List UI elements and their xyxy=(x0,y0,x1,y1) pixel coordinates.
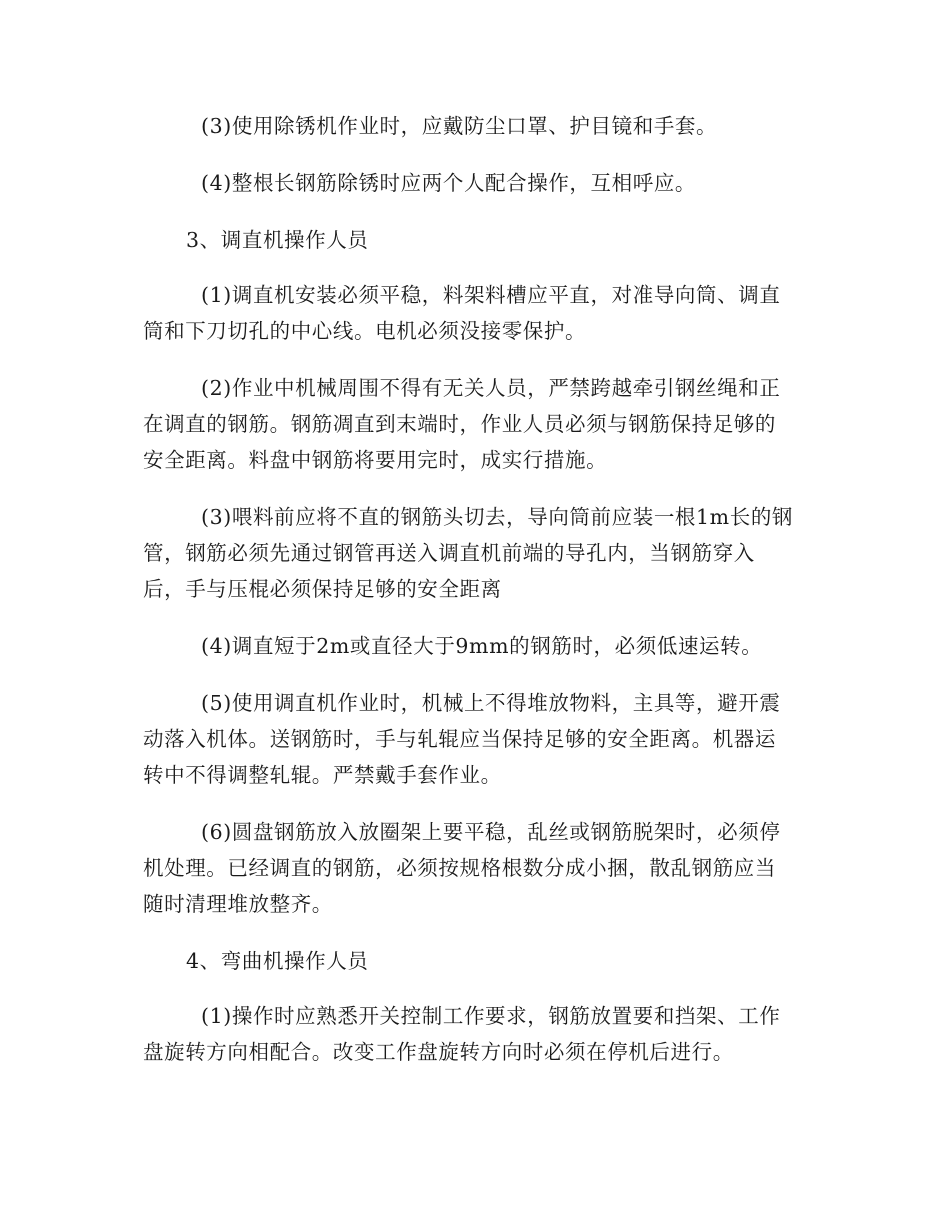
text-line: 管，钢筋必须先通过钢管再送入调直机前端的导孔内，当钢筋穿入 xyxy=(143,541,755,565)
text-line: (6)圆盘钢筋放入放圈架上要平稳，乱丝或钢筋脱架时，必须停 xyxy=(201,820,781,844)
text-line: (5)使用调直机作业时，机械上不得堆放物料，主具等，避开震 xyxy=(201,691,781,715)
paragraph xyxy=(143,998,808,1070)
text-line: (4)整根长钢筋除锈时应两个人配合操作，互相呼应。 xyxy=(201,171,697,195)
text-line: 盘旋转方向相配合。改变工作盘旋转方向时必须在停机后进行。 xyxy=(143,1040,734,1064)
text-line: 3、调直机操作人员 xyxy=(186,228,369,252)
paragraph xyxy=(143,108,808,144)
text-line: 机处理。已经调直的钢筋，必须按规格根数分成小捆，散乱钢筋应当 xyxy=(143,856,776,880)
paragraph xyxy=(143,685,808,793)
paragraph xyxy=(143,277,808,349)
text-line: 动落入机体。送钢筋时，手与轧辊应当保持足够的安全距离。机器运 xyxy=(143,727,776,751)
text-line: (2)作业中机械周围不得有无关人员，严禁跨越牵引钢丝绳和正 xyxy=(201,376,781,400)
section-heading xyxy=(143,222,808,258)
text-line: 筒和下刀切孔的中心线。电机必须没接零保护。 xyxy=(143,319,587,343)
text-line: (3)喂料前应将不直的钢筋头切去，导向筒前应装一根1m长的钢 xyxy=(201,505,794,529)
text-line: 后，手与压棍必须保持足够的安全距离 xyxy=(143,577,502,601)
paragraph xyxy=(143,499,808,607)
paragraph xyxy=(143,814,808,922)
section-heading xyxy=(143,943,808,979)
text-line: 随时清理堆放整齐。 xyxy=(143,892,333,916)
text-line: 4、弯曲机操作人员 xyxy=(186,949,369,973)
paragraph xyxy=(143,165,808,201)
text-line: (3)使用除锈机作业时，应戴防尘口罩、护目镜和手套。 xyxy=(201,114,718,138)
document-page xyxy=(143,108,808,1091)
text-line: (1)操作时应熟悉开关控制工作要求，钢筋放置要和挡架、工作 xyxy=(201,1004,781,1028)
text-line: 在调直的钢筋。钢筋凋直到末端时，作业人员必须与钢筋保持足够的 xyxy=(143,412,776,436)
paragraph xyxy=(143,370,808,478)
text-line: 转中不得调整轧辊。严禁戴手套作业。 xyxy=(143,763,502,787)
text-line: (4)调直短于2m或直径大于9mm的钢筋时，必须低速运转。 xyxy=(201,634,763,658)
text-line: (1)调直机安装必须平稳，料架料槽应平直，对准导向筒、调直 xyxy=(201,283,781,307)
paragraph xyxy=(143,628,808,664)
text-line: 安全距离。料盘中钢筋将要用完时，成实行措施。 xyxy=(143,448,608,472)
